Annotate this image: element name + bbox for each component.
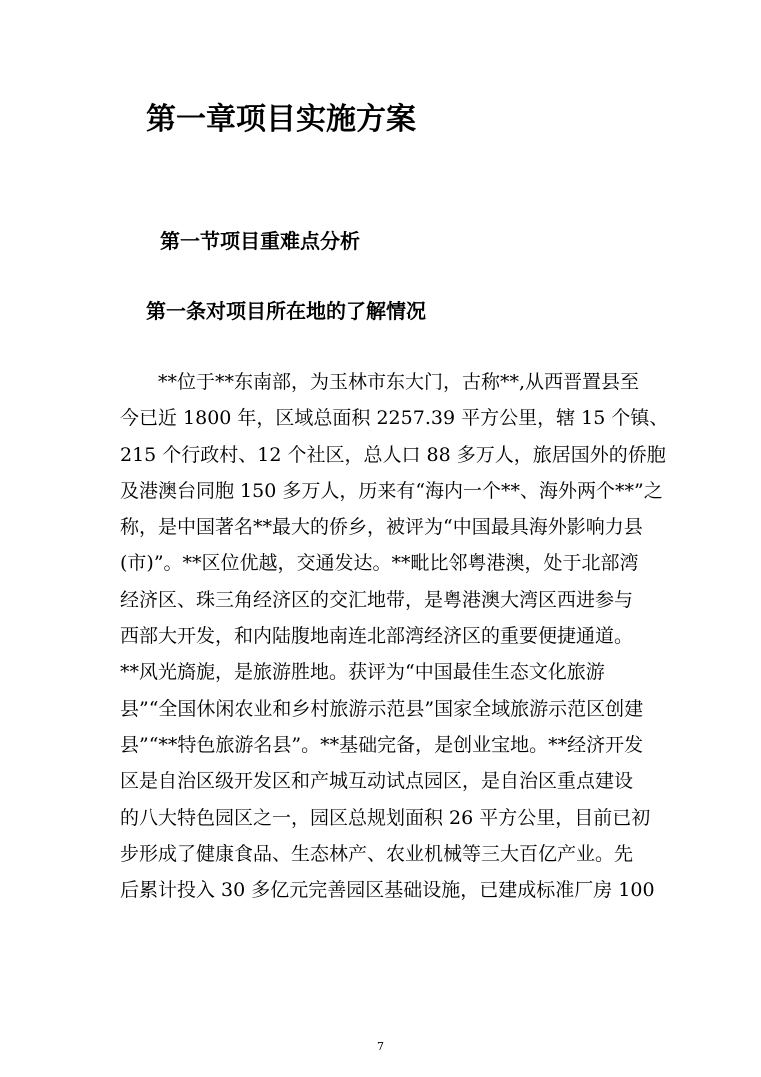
page-number: 7: [377, 1040, 384, 1053]
body-line: 今已近 1800 年，区域总面积 2257.39 平方公里，辖 15 个镇、: [120, 407, 669, 430]
body-line: 县”“**特色旅游名县”。**基础完备，是创业宝地。**经济开发: [120, 733, 644, 756]
body-line: **风光旖旎，是旅游胜地。获评为“中国最佳生态文化旅游: [120, 661, 605, 684]
body-line: 经济区、珠三角经济区的交汇地带，是粤港澳大湾区西进参与: [120, 588, 634, 611]
body-line: 县”“全国休闲农业和乡村旅游示范县”国家全域旅游示范区创建: [120, 697, 644, 720]
body-line: 后累计投入 30 多亿元完善园区基础设施，已建成标准厂房 100: [120, 879, 655, 902]
body-line: 的八大特色园区之一，园区总规划面积 26 平方公里，目前已初: [120, 806, 651, 829]
body-paragraph: [120, 366, 669, 910]
body-line: 及港澳台同胞 150 多万人，历来有“海内一个**、海外两个**”之: [120, 479, 663, 502]
section-title: 第一节项目重难点分析: [160, 229, 360, 253]
body-line: **位于**东南部，为玉林市东大门，古称**,从西晋置县至: [158, 371, 640, 393]
chapter-title: 第一章项目实施方案: [146, 102, 416, 137]
body-line: 步形成了健康食品、生态林产、农业机械等三大百亿产业。先: [120, 842, 634, 865]
body-line: 西部大开发，和内陆腹地南连北部湾经济区的重要便捷通道。: [120, 625, 634, 648]
body-line: 区是自治区级开发区和产城互动试点园区，是自治区重点建设: [120, 770, 634, 793]
article-title: 第一条对项目所在地的了解情况: [146, 299, 426, 323]
body-line: 215 个行政村、12 个社区，总人口 88 多万人，旅居国外的侨胞: [120, 443, 666, 466]
body-line: 称，是中国著名**最大的侨乡，被评为“中国最具海外影响力县: [120, 516, 643, 539]
body-line: (市)”。**区位优越，交通发达。**毗比邻粤港澳，处于北部湾: [120, 552, 639, 575]
